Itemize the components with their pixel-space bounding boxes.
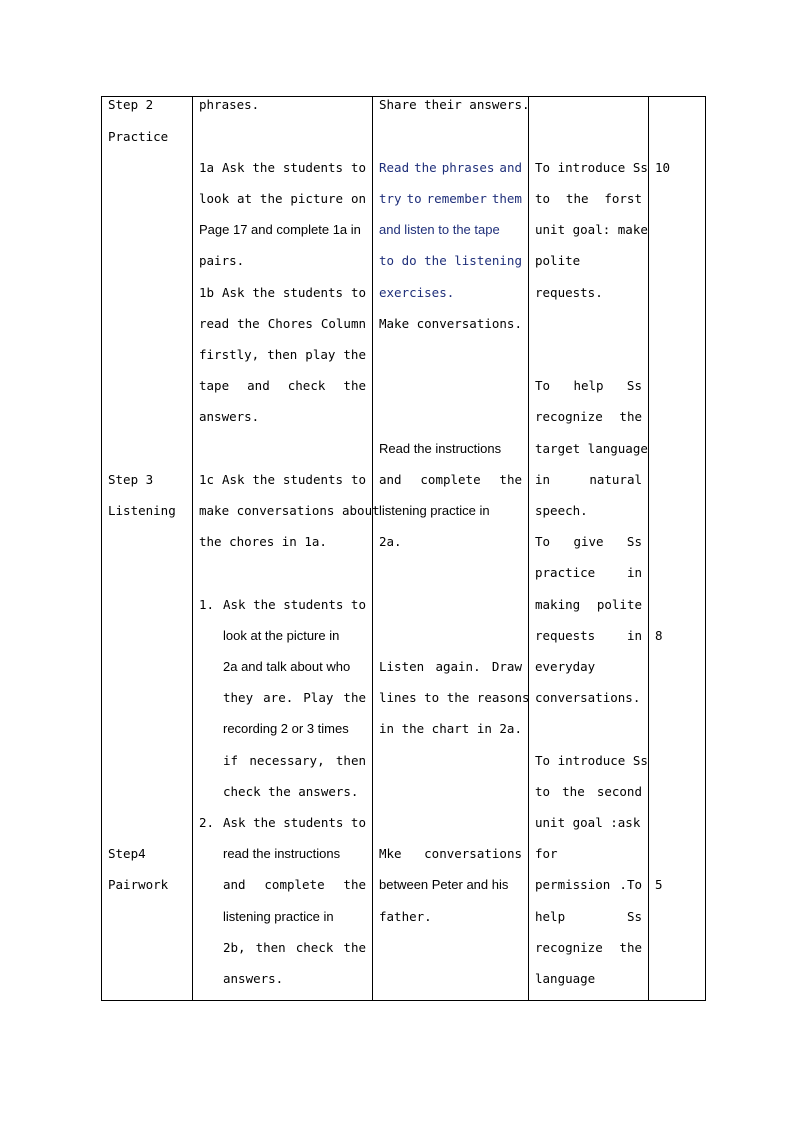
text-line: 2a.	[379, 534, 402, 549]
text-line: in natural	[535, 472, 642, 487]
text-line: they are. Play the	[223, 690, 366, 705]
time-value: 5	[655, 877, 663, 892]
text-line: father.	[379, 909, 432, 924]
text-line: pairs.	[199, 253, 245, 268]
text-line: 2b, then check the	[223, 940, 366, 955]
text-line: lines to the reasons	[379, 690, 530, 705]
text-line: Mke conversations	[379, 846, 522, 861]
step-label: Step 3	[108, 472, 154, 487]
text-line: look at the picture in	[223, 628, 340, 643]
text-line: making polite	[535, 597, 642, 612]
text-line: polite	[535, 253, 581, 268]
text-line: requests in	[535, 628, 642, 643]
text-line: 1c Ask the students to	[199, 472, 366, 487]
text-line: target language	[535, 441, 648, 456]
column-divider	[372, 96, 373, 1001]
text-line: exercises.	[379, 285, 455, 300]
text-line: try to remember them	[379, 191, 522, 206]
text-line: if necessary, then	[223, 753, 366, 768]
text-line: everyday	[535, 659, 596, 674]
text-line: unit goal :ask	[535, 815, 641, 830]
text-line: between Peter and his	[379, 877, 509, 892]
text-line: recognize the	[535, 409, 642, 424]
text-line: and complete the	[379, 472, 522, 487]
text-line: Ask the students to	[223, 815, 366, 830]
text-line: Listen again. Draw	[379, 659, 522, 674]
step-name: Practice	[108, 129, 169, 144]
text-line: Ask the students to	[223, 597, 366, 612]
time-value: 10	[655, 160, 671, 175]
text-line: Page 17 and complete 1a in	[199, 222, 361, 237]
text-line: in the chart in 2a.	[379, 721, 522, 736]
text-line: To help Ss	[535, 378, 642, 393]
text-line: to the second	[535, 784, 642, 799]
text-line: 2a and talk about who	[223, 659, 351, 674]
text-line: 1b Ask the students to	[199, 285, 366, 300]
text-line: read the Chores Column	[199, 316, 366, 331]
text-line: listening practice in	[379, 503, 490, 518]
text-line: conversations.	[535, 690, 641, 705]
step-label: Step 2	[108, 97, 154, 112]
text-line: permission .To	[535, 877, 642, 892]
text-line: for	[535, 846, 558, 861]
text-line: listening practice in	[223, 909, 334, 924]
column-divider	[648, 96, 649, 1001]
list-number: 1.	[199, 597, 215, 612]
column-divider	[192, 96, 193, 1001]
text-line: To introduce Ss	[535, 753, 648, 768]
column-divider	[528, 96, 529, 1001]
text-line: To give Ss	[535, 534, 642, 549]
text-line: Make conversations.	[379, 316, 522, 331]
text-line: 1a Ask the students to	[199, 160, 366, 175]
step-label: Step4	[108, 846, 146, 861]
text-line: speech.	[535, 503, 588, 518]
text-line: read the instructions	[223, 846, 341, 861]
list-number: 2.	[199, 815, 215, 830]
text-line: and listen to the tape	[379, 222, 500, 237]
text-line: tape and check the	[199, 378, 366, 393]
text-line: help Ss	[535, 909, 642, 924]
text-line: look at the picture on	[199, 191, 366, 206]
text-line: recording 2 or 3 times	[223, 721, 349, 736]
text-line: Share their answers.	[379, 97, 530, 112]
text-line: to do the listening	[379, 253, 522, 268]
time-value: 8	[655, 628, 663, 643]
step-name: Pairwork	[108, 877, 169, 892]
step-name: Listening	[108, 503, 176, 518]
text-line: phrases.	[199, 97, 260, 112]
text-line: To introduce Ss	[535, 160, 648, 175]
text-line: answers.	[199, 409, 260, 424]
text-line: firstly, then play the	[199, 347, 366, 362]
text-line: unit goal: make	[535, 222, 648, 237]
text-line: Read the phrases and	[379, 160, 522, 175]
text-line: requests.	[535, 285, 603, 300]
text-line: language	[535, 971, 596, 986]
text-line: the chores in 1a.	[199, 534, 327, 549]
text-line: and complete the	[223, 877, 366, 892]
text-line: to the forst	[535, 191, 642, 206]
text-line: practice in	[535, 565, 642, 580]
text-line: recognize the	[535, 940, 642, 955]
text-line: make conversations about	[199, 503, 380, 518]
text-line: Read the instructions	[379, 441, 502, 456]
text-line: answers.	[223, 971, 284, 986]
text-line: check the answers.	[223, 784, 359, 799]
